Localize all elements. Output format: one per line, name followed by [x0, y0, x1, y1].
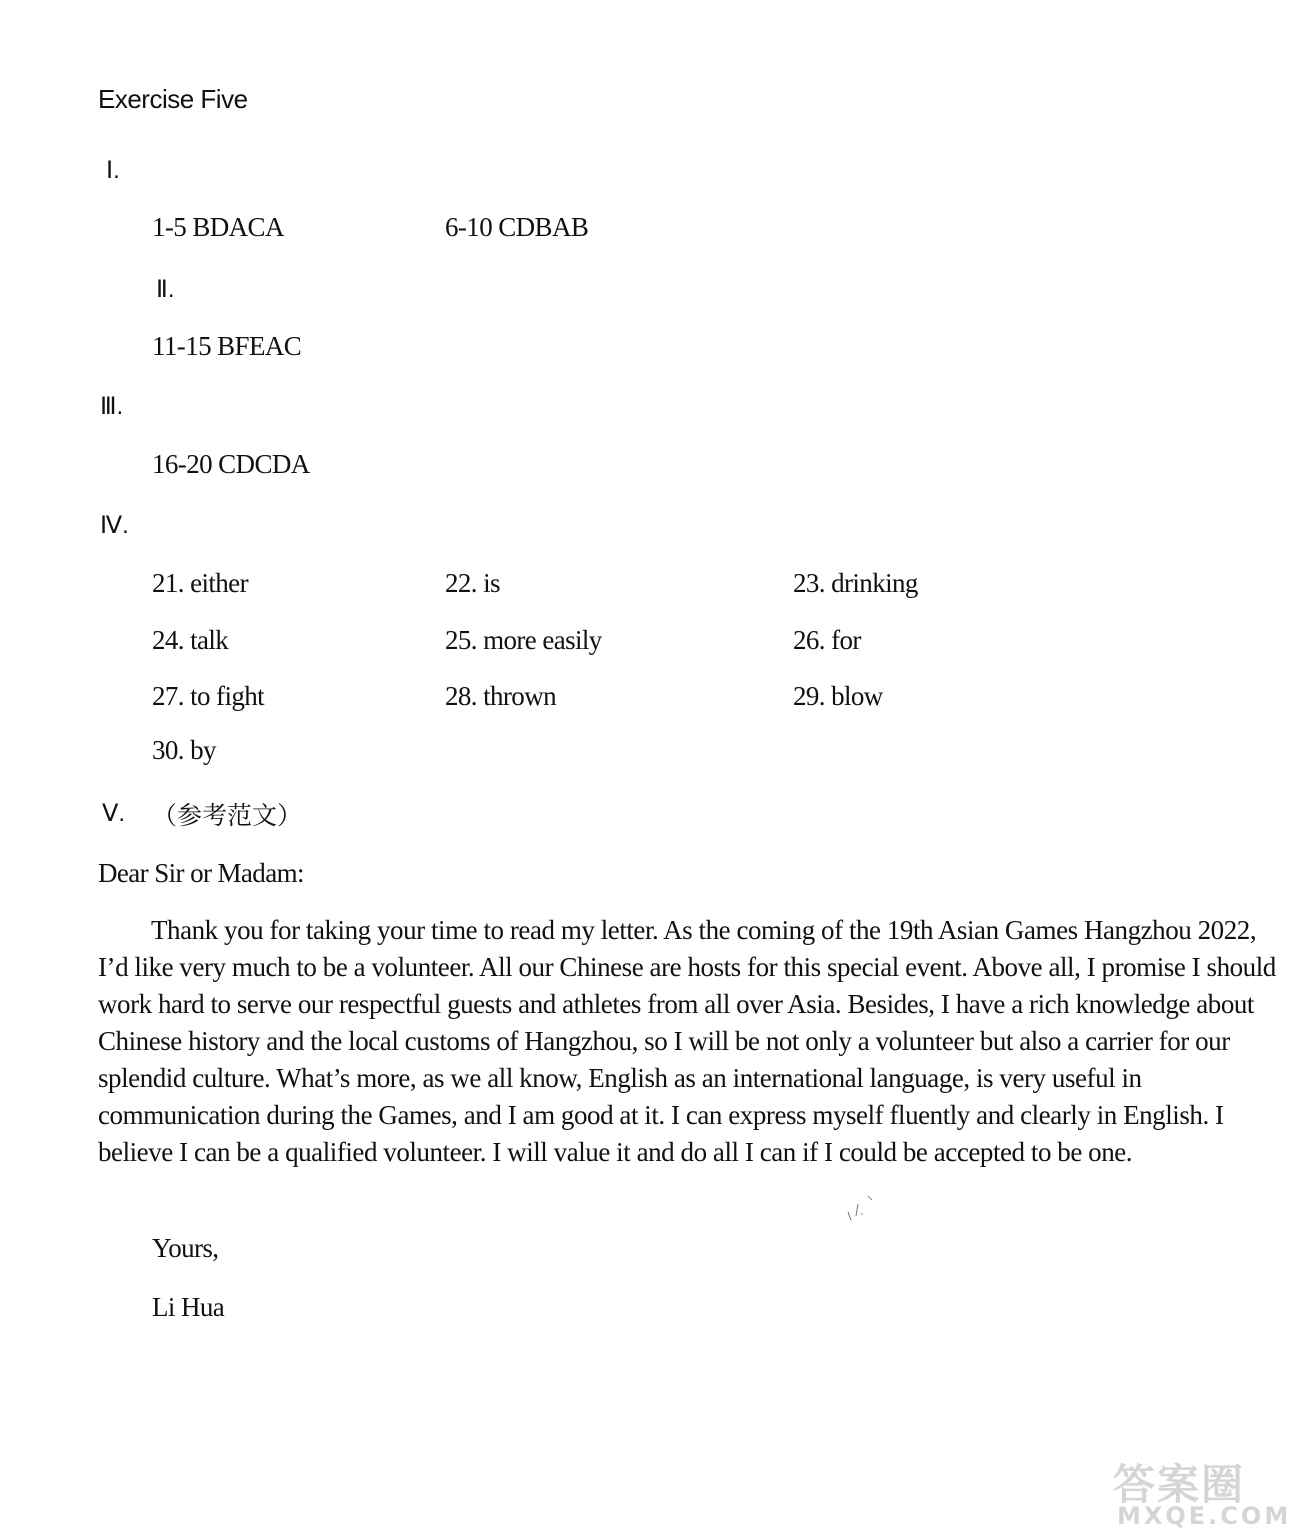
scan-specks [842, 1192, 878, 1228]
answer-21: 21. either [152, 568, 248, 598]
watermark-bottom-text: MXQE.COM [1117, 1502, 1292, 1530]
letter-salutation: Dear Sir or Madam: [98, 858, 304, 888]
answer-30: 30. by [152, 735, 216, 765]
answer-group-6-10: 6-10 CDBAB [445, 212, 589, 242]
answer-group-16-20: 16-20 CDCDA [152, 449, 310, 479]
section-3-label: Ⅲ. [100, 393, 124, 420]
section-1-label: Ⅰ. [106, 157, 120, 184]
letter-closing: Yours, [152, 1233, 219, 1263]
answer-28: 28. thrown [445, 681, 556, 711]
answer-group-1-5: 1-5 BDACA [152, 212, 284, 242]
letter-body: Thank you for taking your time to read my letter. As the coming of the 19th Asian Games Hangzhou 2022, I’d like very much to be a volunteer. All our Chinese are hosts for this special event. Above all, I promise I should work hard to serve our respectful guests and athletes from all over Asia. Besides, I have a rich knowledge about Chinese history and the local customs of Hangzhou, so I will be not only a volunteer but also a carrier for our splendid culture. What’s more, as we all know, English as an international language, is very useful in communication during the Games, and I am good at it. I can express myself fluently and clearly in English. I believe I can be a qualified volunteer. I will value it and do all I can if I could be accepted to be one. [98, 915, 1276, 1167]
site-watermark-logo [1105, 1452, 1292, 1532]
answer-group-11-15: 11-15 BFEAC [152, 331, 302, 361]
page-title: Exercise Five [98, 84, 248, 114]
letter-signature: Li Hua [152, 1292, 225, 1322]
section-4-label: Ⅳ. [100, 512, 129, 539]
answer-29: 29. blow [793, 681, 883, 711]
answer-26: 26. for [793, 625, 861, 655]
section-2-label: Ⅱ. [156, 276, 175, 303]
answer-22: 22. is [445, 568, 500, 598]
section-5-label: Ⅴ. [102, 800, 126, 827]
answer-25: 25. more easily [445, 625, 602, 655]
answer-23: 23. drinking [793, 568, 918, 598]
section-5-note: （参考范文） [152, 801, 303, 830]
answer-24: 24. talk [152, 625, 229, 655]
watermark-top-text: 答案圈 [1113, 1460, 1246, 1509]
answer-27: 27. to fight [152, 681, 265, 711]
